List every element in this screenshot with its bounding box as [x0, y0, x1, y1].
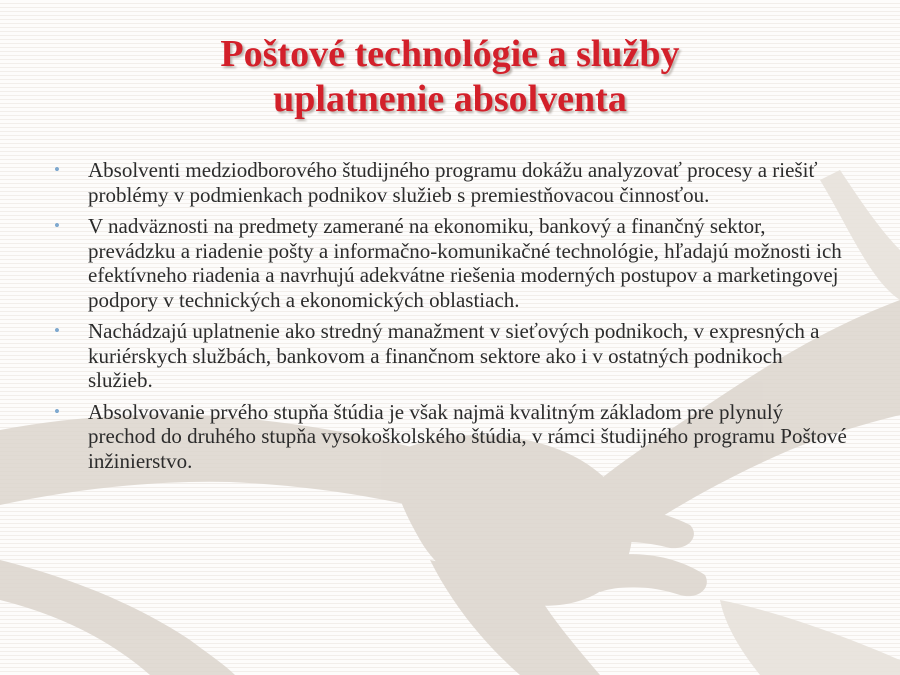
bullet-item [52, 158, 852, 207]
slide-title [40, 32, 860, 122]
bullet-text: Absolvovanie prvého stupňa štúdia je však najmä kvalitným základom pre plynulý prechod do druhého stupňa vysokoškolského štúdia, v rámci študijného programu Poštové inžinierstvo. [88, 399, 847, 473]
bullet-list [52, 158, 852, 480]
title-line-1: Poštové technológie a služby [220, 33, 680, 75]
bullet-item [52, 319, 852, 393]
bullet-item [52, 214, 852, 312]
bullet-item [52, 400, 852, 474]
bullet-icon: • [54, 401, 60, 421]
bullet-icon: • [54, 321, 60, 340]
bullet-icon: • [54, 216, 60, 235]
bullet-icon: • [54, 160, 60, 179]
bullet-text: V nadväznosti na predmety zamerané na ekonomiku, bankový a finančný sektor, prevádzku a riadenie pošty a informačno-komunikačné technológie, hľadajú možnosti ich efektívneho riadenia a navrhujú adekvátne riešenia moderných postupov a marketingovej podpory v technických a ekonomických oblastiach. [88, 214, 842, 312]
bullet-text: Absolventi medziodborového študijného programu dokážu analyzovať procesy a riešiť problémy v podmienkach podnikov služieb s premiestňovacou činnosťou. [88, 158, 818, 207]
bullet-text: Nachádzajú uplatnenie ako stredný manažment v sieťových podnikoch, v expresných a kuriérskych službách, bankovom a finančnom sektore ako i v ostatných podnikoch služieb. [88, 319, 820, 392]
title-line-2: uplatnenie absolventa [273, 78, 627, 120]
